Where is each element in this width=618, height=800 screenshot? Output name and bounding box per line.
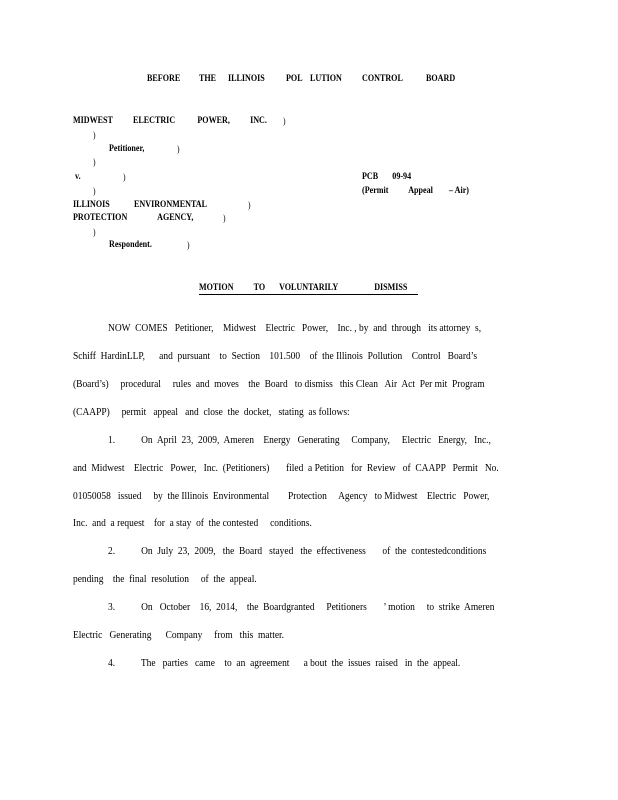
motion-title: MOTION TO VOLUNTARILY DISMISS — [199, 283, 408, 293]
petitioner-label: Petitioner, — [109, 144, 145, 154]
caption-paren: ) — [177, 144, 180, 154]
body-line: NOW COMES Petitioner, Midwest Electric Power, Inc. , by and through its attorney s, — [108, 323, 482, 334]
caption-paren: ) — [93, 157, 96, 167]
body-line: 01050058 issued by the Illinois Environmental Protection Agency to Midwest Electric Power, — [73, 491, 490, 502]
body-line: 4. The parties came to an agreement a bout the issues raised in the appeal. — [108, 658, 461, 669]
body-line: (Board’s) procedural rules and moves the Board to dismiss this Clean Air Act Per mit Program — [73, 379, 485, 390]
caption-paren: ) — [93, 130, 96, 140]
respondent-name-line1: ILLINOIS ENVIRONMENTAL — [73, 200, 208, 210]
header-word-board: BOARD — [426, 74, 456, 84]
motion-title-underline — [199, 294, 418, 295]
body-line: Inc. and a request for a stay of the contested conditions. — [73, 518, 312, 529]
caption-paren: ) — [187, 240, 190, 250]
versus: v. — [75, 172, 81, 182]
header-word-pol: POL — [286, 74, 303, 84]
body-line: 3. On October 16, 2014, the Boardgranted Petitioners ’ motion to strike Ameren — [108, 602, 495, 613]
respondent-label: Respondent. — [109, 240, 152, 250]
header-word-before: BEFORE — [147, 74, 181, 84]
header-word-illinois: ILLINOIS — [228, 74, 265, 84]
caption-paren: ) — [283, 116, 286, 126]
caption-paren: ) — [93, 186, 96, 196]
header-word-lution: LUTION — [310, 74, 342, 84]
body-line: pending the final resolution of the appeal. — [73, 574, 257, 585]
petitioner-name: MIDWEST ELECTRIC POWER, INC. — [73, 116, 267, 126]
case-type: (Permit Appeal – Air) — [362, 186, 469, 196]
respondent-name-line2: PROTECTION AGENCY, — [73, 213, 194, 223]
body-line: 1. On April 23, 2009, Ameren Energy Generating Company, Electric Energy, Inc., — [108, 435, 491, 446]
caption-paren: ) — [248, 200, 251, 210]
body-line: Electric Generating Company from this matter. — [73, 630, 285, 641]
header-word-the: THE — [199, 74, 217, 84]
caption-paren: ) — [123, 172, 126, 182]
body-line: Schiff HardinLLP, and pursuant to Section 101.500 of the Illinois Pollution Control Board’s — [73, 351, 478, 362]
body-line: and Midwest Electric Power, Inc. (Petitioners) filed a Petition for Review of CAAPP Permit No. — [73, 463, 499, 474]
case-number: PCB 09-94 — [362, 172, 412, 182]
body-line: 2. On July 23, 2009, the Board stayed the effectiveness of the contestedconditions — [108, 546, 487, 557]
caption-paren: ) — [93, 227, 96, 237]
body-line: (CAAPP) permit appeal and close the docket, stating as follows: — [73, 407, 350, 418]
caption-paren: ) — [223, 213, 226, 223]
header-word-control: CONTROL — [362, 74, 403, 84]
